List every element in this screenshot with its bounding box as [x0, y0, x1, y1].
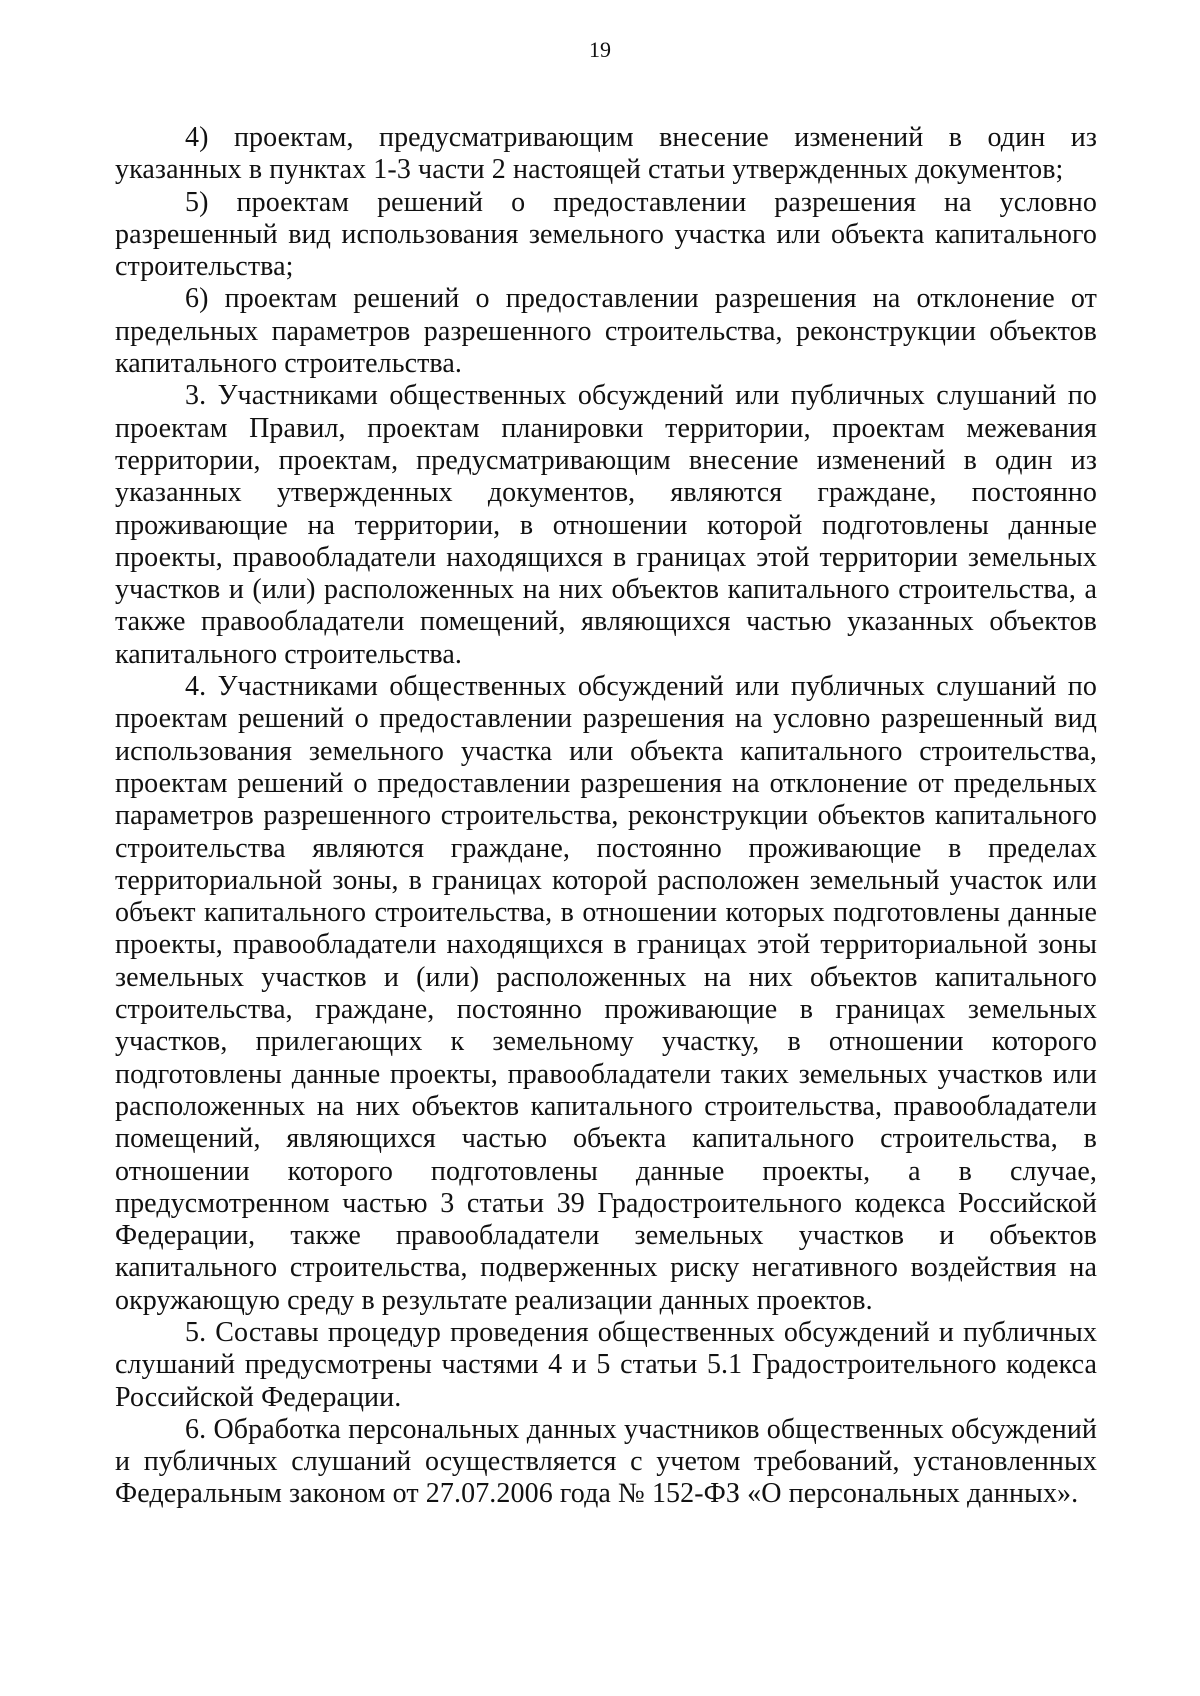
paragraph-section-4: 4. Участниками общественных обсуждений или публичных слушаний по проектам решений о предоставлении разрешения на условно разрешенный вид использования земельного участка или объекта капитального строительства, проектам решений о предоставлении разрешения на отклонение от предельных параметров разрешенного строительства, реконструкции объектов капитального строительства являются граждане, постоянно проживающие в пределах территориальной зоны, в границах которой расположен земельный участок или объект капитального строительства, в отношении которых подготовлены данные проекты, правообладатели находящихся в границах этой территориальной зоны земельных участков и (или) расположенных на них объектов капитального строительства, граждане, постоянно проживающие в границах земельных участков, прилегающих к земельному участку, в отношении которого подготовлены данные проекты, правообладатели таких земельных участков или расположенных на них объектов капитального строительства, правообладатели помещений, являющихся частью объекта капитального строительства, в отношении которого подготовлены данные проекты, а в случае, предусмотренном частью 3 статьи 39 Градостроительного кодекса Российской Федерации, также правообладатели земельных участков и объектов капитального строительства, подверженных риску негативного воздействия на окружающую среду в результате реализации данных проектов. — [115, 671, 1097, 1316]
paragraph-item-4: 4) проектам, предусматривающим внесение изменений в один из указанных в пунктах 1-3 части 2 настоящей статьи утвержденных документов; — [115, 122, 1097, 186]
paragraph-section-5: 5. Составы процедур проведения общественных обсуждений и публичных слушаний предусмотрены частями 4 и 5 статьи 5.1 Градостроительного кодекса Российской Федерации. — [115, 1316, 1097, 1413]
page-number: 19 — [589, 37, 611, 62]
paragraph-section-6: 6. Обработка персональных данных участников общественных обсуждений и публичных слушаний осуществляется с учетом требований, установленных Федеральным законом от 27.07.2006 года № 152-ФЗ «О персональных данных». — [115, 1413, 1097, 1510]
paragraph-section-3: 3. Участниками общественных обсуждений или публичных слушаний по проектам Правил, проектам планировки территории, проектам межевания территории, проектам, предусматривающим внесение изменений в один из указанных утвержденных документов, являются граждане, постоянно проживающие на территории, в отношении которой подготовлены данные проекты, правообладатели находящихся в границах этой территории земельных участков и (или) расположенных на них объектов капитального строительства, а также правообладатели помещений, являющихся частью указанных объектов капитального строительства. — [115, 380, 1097, 670]
document-body — [115, 122, 1097, 1511]
paragraph-item-5: 5) проектам решений о предоставлении разрешения на условно разрешенный вид использования земельного участка или объекта капитального строительства; — [115, 186, 1097, 283]
paragraph-item-6: 6) проектам решений о предоставлении разрешения на отклонение от предельных параметров разрешенного строительства, реконструкции объектов капитального строительства. — [115, 283, 1097, 380]
